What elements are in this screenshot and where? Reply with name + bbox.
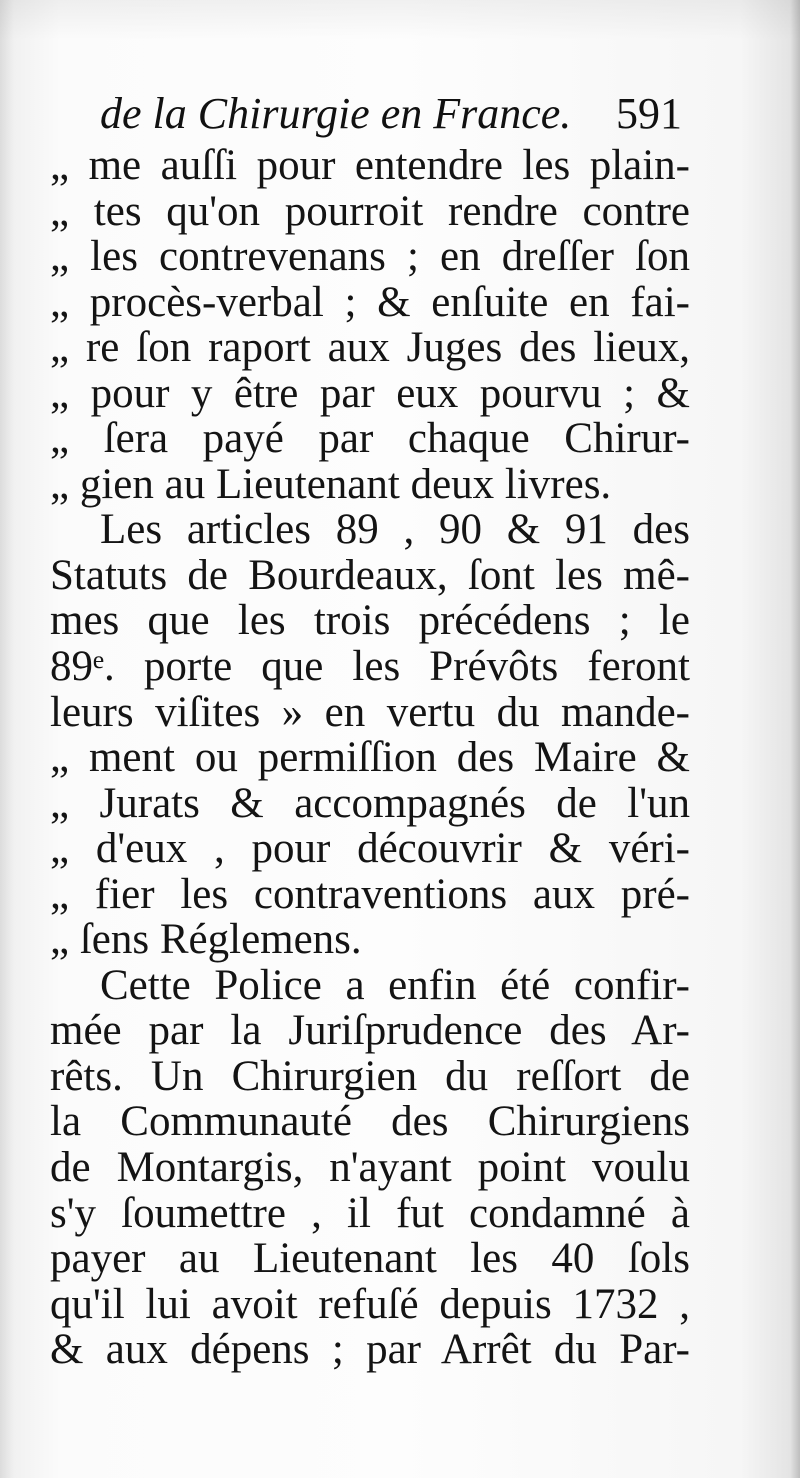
text-line: „ ment ou permiſſion des Maire & bbox=[50, 734, 690, 782]
text-line: „ ſens Réglemens. bbox=[50, 916, 362, 964]
running-head-title: de la Chirurgie en France. bbox=[100, 89, 572, 138]
text-line: 89ᵉ. porte que les Prévôts feront bbox=[50, 643, 690, 691]
running-head bbox=[100, 84, 690, 144]
text-line: mes que les trois précédens ; le bbox=[50, 597, 690, 645]
text-line: „ tes qu'on pourroit rendre contre bbox=[50, 187, 690, 235]
text-line: mée par la Juriſprudence des Ar- bbox=[50, 1007, 690, 1055]
text-line: de Montargis, n'ayant point voulu bbox=[50, 1144, 690, 1192]
text-line: „ pour y être par eux pourvu ; & bbox=[50, 369, 690, 417]
text-line: „ procès-verbal ; & enſuite en fai- bbox=[50, 278, 690, 326]
text-line: & aux dépens ; par Arrêt du Par- bbox=[50, 1326, 690, 1374]
text-line: „ d'eux , pour découvrir & véri- bbox=[50, 825, 690, 873]
text-line: Les articles 89 , 90 & 91 des bbox=[100, 506, 690, 554]
text-line: s'y ſoumettre , il fut condamné à bbox=[50, 1189, 690, 1237]
text-line: „ me auſſi pour entendre les plain- bbox=[50, 142, 690, 189]
text-line: qu'il lui avoit refuſé depuis 1732 , bbox=[50, 1280, 690, 1328]
text-line: leurs viſites » en vertu du mande- bbox=[50, 688, 690, 736]
page-edge-shadow bbox=[790, 0, 800, 1478]
body-text bbox=[50, 143, 690, 1373]
text-line: „ les contrevenans ; en dreſſer ſon bbox=[50, 233, 690, 281]
text-line: rêts. Un Chirurgien du reſſort de bbox=[50, 1052, 690, 1100]
text-line: la Communauté des Chirurgiens bbox=[50, 1098, 690, 1146]
text-line: payer au Lieutenant les 40 ſols bbox=[50, 1235, 690, 1283]
text-line: Cette Police a enfin été confir- bbox=[100, 961, 690, 1009]
text-line: „ fier les contraventions aux pré- bbox=[50, 870, 690, 918]
text-line: „ re ſon raport aux Juges des lieux, bbox=[50, 324, 690, 372]
text-line: „ gien au Lieutenant deux livres. bbox=[50, 460, 612, 508]
text-line: „ ſera payé par chaque Chirur- bbox=[50, 415, 690, 463]
page-number: 591 bbox=[616, 89, 682, 138]
text-line: Statuts de Bourdeaux, ſont les mê- bbox=[50, 551, 690, 599]
text-line: „ Jurats & accompagnés de l'un bbox=[50, 779, 690, 827]
page-shadow bbox=[0, 0, 800, 40]
